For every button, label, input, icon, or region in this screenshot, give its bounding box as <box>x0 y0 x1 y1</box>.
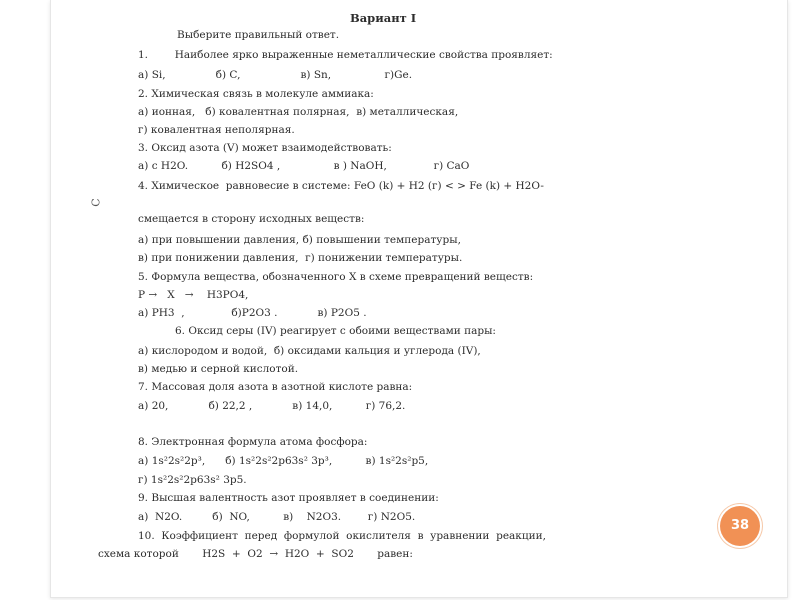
question-2-options: а) ионная, б) ковалентная полярная, в) металлическая, <box>138 106 459 118</box>
question-8: 8. Электронная формула атома фосфора: <box>138 436 368 448</box>
question-3-options: а) с H2O. б) H2SO4 , в ) NaOH, г) CaO <box>138 160 470 172</box>
side-mark: C <box>89 198 103 207</box>
question-5: 5. Формула вещества, обозначенного Х в схеме превращений веществ: <box>138 271 534 283</box>
question-2-options-cont: г) ковалентная неполярная. <box>138 124 295 136</box>
slide-title: Вариант I <box>350 11 417 25</box>
question-8-options-cont: г) 1s²2s²2p63s² 3p5. <box>138 474 247 486</box>
question-7-options: а) 20, б) 22,2 , в) 14,0, г) 76,2. <box>138 400 406 412</box>
question-6-options: а) кислородом и водой, б) оксидами кальция и углерода (IV), <box>138 345 481 357</box>
question-7: 7. Массовая доля азота в азотной кислоте равна: <box>138 381 413 393</box>
question-4: 4. Химическое равновесие в системе: FeO (k) + H2 (г) < > Fe (k) + H2O- <box>138 180 544 192</box>
question-9: 9. Высшая валентность азот проявляет в соединении: <box>138 492 439 504</box>
question-8-options: а) 1s²2s²2p³, б) 1s²2s²2p63s² 3p³, в) 1s²2s²p5, <box>138 455 429 467</box>
question-10-scheme: схема которой H2S + O2 → H2O + SO2 равен: <box>98 548 413 560</box>
page-number-badge: 38 <box>720 506 760 546</box>
question-2: 2. Химическая связь в молекуле аммиака: <box>138 88 374 100</box>
question-6-options-cont: в) медью и серной кислотой. <box>138 363 299 375</box>
instruction-text: Выберите правильный ответ. <box>177 29 340 41</box>
question-1: 1. Наиболее ярко выраженные неметаллические свойства проявляет: <box>138 49 553 61</box>
question-3: 3. Оксид азота (V) может взаимодействовать: <box>138 142 392 154</box>
question-1-options: а) Si, б) C, в) Sn, г)Ge. <box>138 69 413 81</box>
question-6: 6. Оксид серы (IV) реагирует с обоими веществами пары: <box>175 325 496 337</box>
question-4-options-cont: в) при понижении давления, г) понижении температуры. <box>138 252 463 264</box>
question-10: 10. Коэффициент перед формулой окислителя в уравнении реакции, <box>138 530 546 542</box>
question-5-options: а) PH3 , б)P2O3 . в) P2O5 . <box>138 307 367 319</box>
question-4-options: а) при повышении давления, б) повышении температуры, <box>138 234 461 246</box>
question-5-scheme: Р → Х → Н3РО4, <box>138 289 249 301</box>
question-9-options: а) N2O. б) NO, в) N2O3. г) N2O5. <box>138 511 416 523</box>
question-4-continuation: смещается в сторону исходных веществ: <box>138 213 365 225</box>
